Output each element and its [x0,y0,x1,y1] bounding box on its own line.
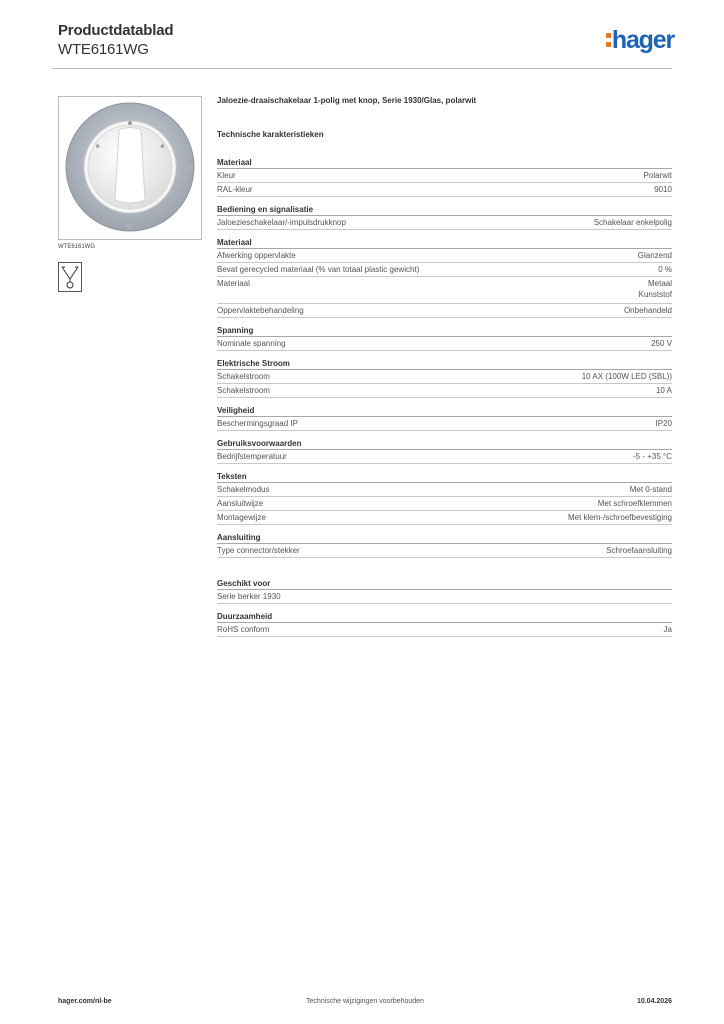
spec-label: Materiaal [217,279,250,288]
spec-value [582,371,672,382]
spec-group [217,358,672,398]
spec-value-line: 10 AX (100W LED (SBL)) [581,372,672,381]
spec-value [644,170,672,181]
spec-group [217,578,672,604]
spec-group-title: Teksten [217,471,672,483]
spec-label: Kleur [217,171,236,180]
spec-row [217,337,672,351]
spec-label: Jaloezieschakelaar/-impulsdrukknop [217,218,346,227]
spec-row [217,384,672,398]
rotary-switch-photo-icon [58,96,202,240]
spec-value [656,418,672,429]
header-divider [52,68,672,69]
spec-groups [217,157,672,637]
spec-value-line: IP20 [655,419,672,428]
page-header [58,22,674,68]
spec-group-title: Veiligheid [217,405,672,417]
spec-label: Aansluitwijze [217,499,264,508]
spec-value-line: Met klem-/schroefbevestiging [567,513,672,522]
spec-label: RoHS conform [217,625,270,634]
spec-row [217,183,672,197]
spec-row [217,304,672,318]
blind-switch-symbol-icon [58,262,82,292]
spec-group-title: Bediening en signalisatie [217,204,672,216]
spec-row [217,249,672,263]
spec-value [598,498,672,509]
spec-value [630,484,672,495]
spec-group-title: Geschikt voor [217,578,672,590]
spec-group [217,611,672,637]
spec-value-line: Schroefaansluiting [606,546,672,555]
spec-group-title: Spanning [217,325,672,337]
spec-value [658,264,672,275]
spec-row [217,169,672,183]
product-description: Jaloezie-draaischakelaar 1-polig met knop, Serie 1930/Glas, polarwit [217,96,477,105]
section-title: Technische karakteristieken [217,130,324,139]
spec-value [624,305,672,316]
spec-row [217,263,672,277]
spec-label: Bedrijfstemperatuur [217,452,287,461]
spec-group [217,325,672,351]
spec-group [217,204,672,230]
logo-text: hager [611,26,674,54]
photo-caption: WTE6161WG [58,244,96,250]
spec-label: Serie berker 1930 [217,592,281,601]
spec-group-title: Elektrische Stroom [217,358,672,370]
spec-value [651,338,672,349]
spec-value [594,217,672,228]
page-footer [58,998,672,1008]
spec-row [217,450,672,464]
spec-label: Oppervlaktebehandeling [217,306,304,315]
spec-label: Schakelmodus [217,485,270,494]
spec-value-line: Polarwit [643,171,672,180]
spec-group [217,157,672,197]
spec-value [638,250,672,261]
spec-value-line: 0 % [658,265,672,274]
spec-label: Bevat gerecycled materiaal (% van totaal plastic gewicht) [217,265,420,274]
spec-label: Beschermingsgraad IP [217,419,298,428]
specifications-panel [217,96,672,644]
spec-row [217,417,672,431]
spec-value [656,385,672,396]
footer-date: 10.04.2026 [636,998,672,1005]
footer-website-link[interactable]: hager.com/nl-be [58,998,112,1005]
spec-group-title: Materiaal [217,157,672,169]
spec-value-line: 250 V [651,339,672,348]
spec-value [633,451,672,462]
spec-group [217,237,672,318]
spec-label: Nominale spanning [217,339,286,348]
spec-row [217,497,672,511]
spec-row [217,544,672,558]
spec-row [217,511,672,525]
spec-value-line: 9010 [654,185,672,194]
spec-label: Schakelstroom [217,372,270,381]
spec-group-title: Materiaal [217,237,672,249]
spec-value-line: Kunststof [638,290,672,299]
spec-value-line: Ja [663,625,672,634]
rotary-switch-drawing [59,97,201,239]
spec-value-line: 10 A [655,386,672,395]
spec-row [217,277,672,304]
spec-group [217,438,672,464]
spec-value [606,545,672,556]
hager-logo [606,26,674,55]
spec-value [639,278,672,300]
spec-row [217,370,672,384]
spec-group [217,471,672,525]
spec-label: RAL-kleur [217,185,253,194]
spec-label: Afwerking oppervlakte [217,251,296,260]
spec-row [217,216,672,230]
spec-value-line: Met 0-stand [629,485,672,494]
spec-label: Type connector/stekker [217,546,300,555]
spec-value-line: Glanzend [637,251,672,260]
document-title: Productdatablad [58,22,174,39]
logo-dots-icon [606,30,611,48]
spec-row [217,483,672,497]
spec-label: Montagewijze [217,513,266,522]
spec-group [217,532,672,558]
spec-row [217,623,672,637]
spec-value [654,184,672,195]
spec-group [217,405,672,431]
spec-value-line: Metaal [647,279,672,288]
spec-value-line: Met schroefklemmen [597,499,672,508]
spec-value [664,624,672,635]
spec-group-title: Duurzaamheid [217,611,672,623]
spec-group-title: Gebruiksvoorwaarden [217,438,672,450]
product-code: WTE6161WG [58,41,149,58]
footer-disclaimer: Technische wijzigingen voorbehouden [306,998,424,1005]
spec-row [217,590,672,604]
spec-value-line: -5 - +35 °C [633,452,672,461]
spec-value-line: Onbehandeld [623,306,672,315]
spec-value [568,512,672,523]
spec-value-line: Schakelaar enkelpolig [593,218,672,227]
spec-group-title: Aansluiting [217,532,672,544]
spec-label: Schakelstroom [217,386,270,395]
